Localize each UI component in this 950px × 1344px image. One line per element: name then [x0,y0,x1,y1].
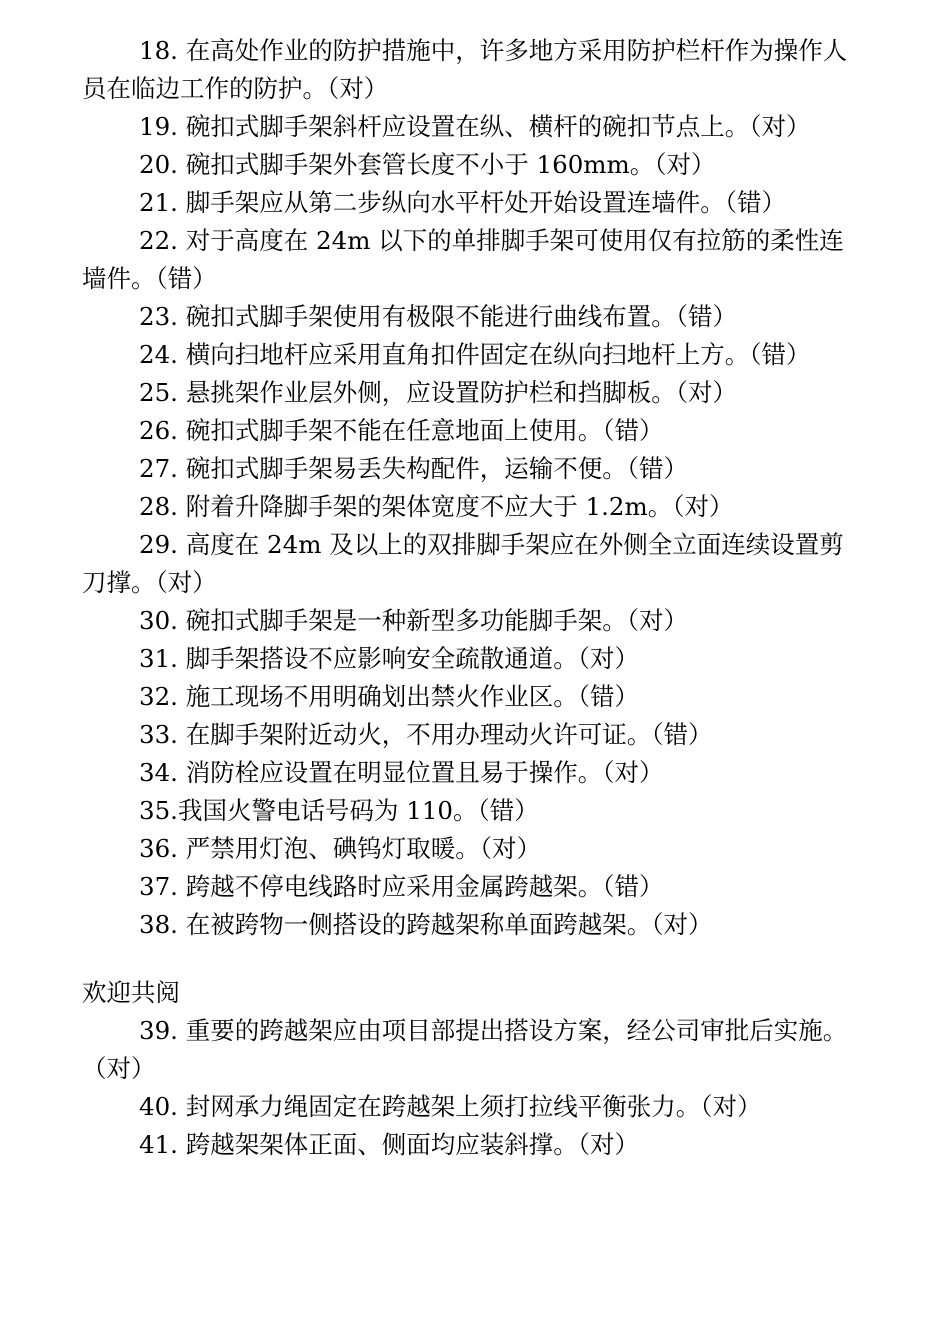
question-41: 41. 跨越架架体正面、侧面均应装斜撑。（对） [139,1130,639,1159]
question-27: 27. 碗扣式脚手架易丢失构配件，运输不便。（错） [139,454,688,483]
question-30: 30. 碗扣式脚手架是一种新型多功能脚手架。（对） [139,606,688,635]
question-32: 32. 施工现场不用明确划出禁火作业区。（错） [139,682,639,711]
question-19: 19. 碗扣式脚手架斜杆应设置在纵、横杆的碗扣节点上。（对） [139,112,811,141]
question-26: 26. 碗扣式脚手架不能在任意地面上使用。（错） [139,416,664,445]
question-25: 25. 悬挑架作业层外侧，应设置防护栏和挡脚板。（对） [139,378,737,407]
question-37: 37. 跨越不停电线路时应采用金属跨越架。（错） [139,872,664,901]
document-page [82,32,862,1164]
question-40: 40. 封网承力绳固定在跨越架上须打拉线平衡张力。（对） [139,1092,762,1121]
question-33: 33. 在脚手架附近动火，不用办理动火许可证。（错） [139,720,713,749]
question-28: 28. 附着升降脚手架的架体宽度不应大于 1.2m。（对） [139,492,734,521]
question-21: 21. 脚手架应从第二步纵向水平杆处开始设置连墙件。（错） [139,188,786,217]
question-18: 18. 在高处作业的防护措施中，许多地方采用防护栏杆作为操作人员在临边工作的防护。（对） [82,36,848,103]
question-36: 36. 严禁用灯泡、碘钨灯取暖。（对） [139,834,541,863]
question-23: 23. 碗扣式脚手架使用有极限不能进行曲线布置。（错） [139,302,737,331]
question-20: 20. 碗扣式脚手架外套管长度不小于 160mm。（对） [139,150,716,179]
question-38: 38. 在被跨物一侧搭设的跨越架称单面跨越架。（对） [139,910,713,939]
question-29: 29. 高度在 24m 及以上的双排脚手架应在外侧全立面连续设置剪刀撑。（对） [82,530,844,597]
question-24: 24. 横向扫地杆应采用直角扣件固定在纵向扫地杆上方。（错） [139,340,811,369]
question-22: 22. 对于高度在 24m 以下的单排脚手架可使用仅有拉筋的柔性连墙件。（错） [82,226,844,293]
question-34: 34. 消防栓应设置在明显位置且易于操作。（对） [139,758,664,787]
question-31: 31. 脚手架搭设不应影响安全疏散通道。（对） [139,644,639,673]
question-39: 39. 重要的跨越架应由项目部提出搭设方案，经公司审批后实施。（对） [82,1016,848,1083]
paragraph-gap [82,944,862,974]
question-35: 35.我国火警电话号码为 110。（错） [139,796,539,825]
footer-note: 欢迎共阅 [82,978,180,1007]
